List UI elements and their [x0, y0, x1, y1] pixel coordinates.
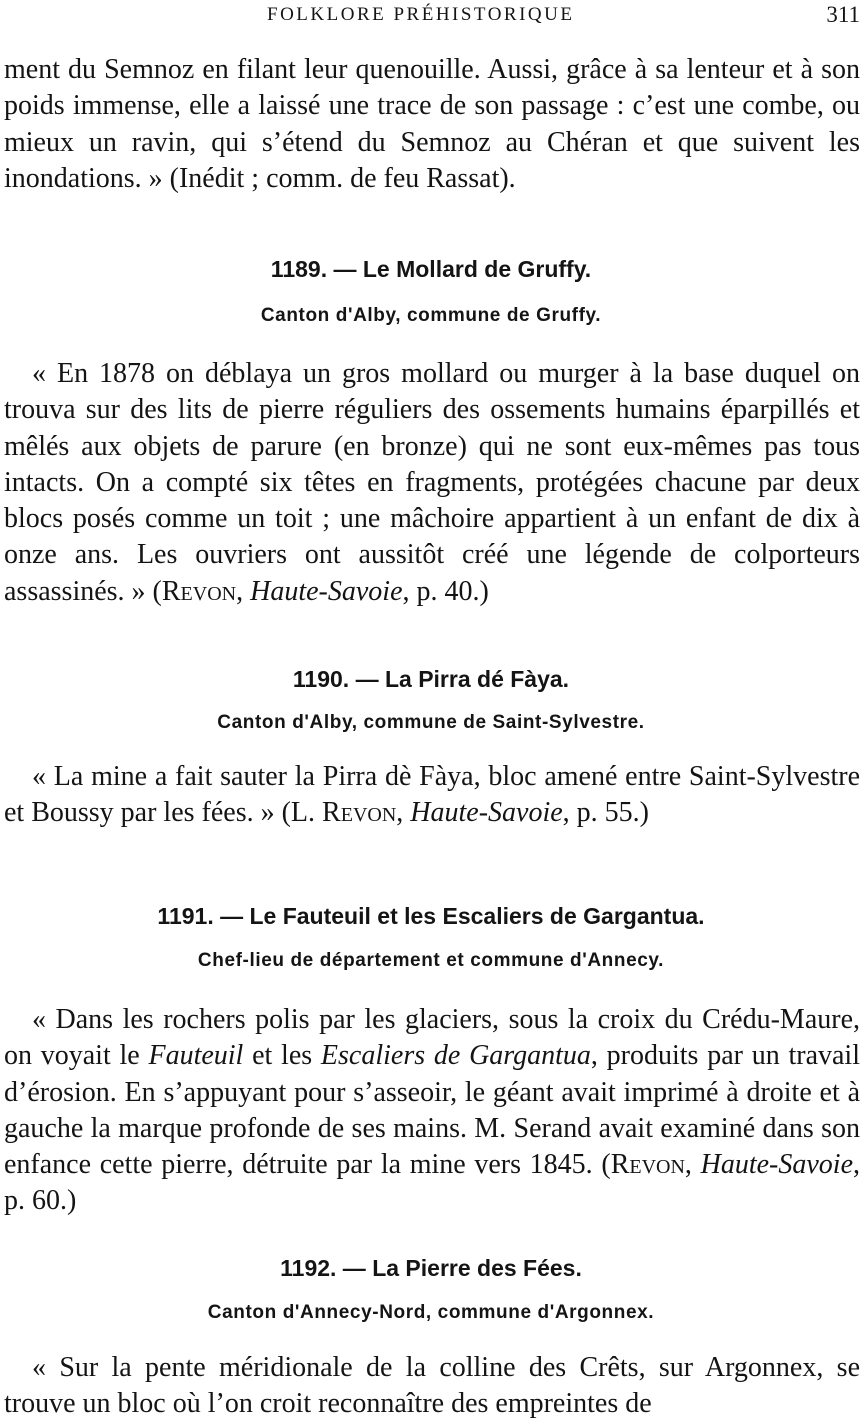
entry-1191-author: Revon: [610, 1149, 685, 1181]
entry-1190-author: Revon: [322, 797, 397, 829]
entry-1191-reference: , p. 60.): [4, 1149, 860, 1217]
intro-paragraph: ment du Semnoz en filant leur quenouille. Aussi, grâce à sa lenteur et à son poids immense, elle a laissé une trace de son passage : c’est une combe, ou mieux un ravin, qui s’étend du Semnoz au Chéran et que suivent les inondations. » (Inédit ; comm. de feu Rassat).: [4, 54, 860, 194]
entry-1192-heading: 1192. — La Pierre des Fées.: [280, 1255, 582, 1281]
entry-1189-heading: 1189. — Le Mollard de Gruffy.: [270, 256, 592, 282]
entry-1190-separator: ,: [396, 797, 411, 829]
entry-1189-reference: , p. 40.): [402, 575, 489, 607]
entry-1191-text-c: , produits par un travail d’érosion. En s’appuyant pour s’asseoir, le géant avait imprimé à droite et à gauche la marque profonde de ses mains. M. Serand avait examiné dans son enfance cette pierre, détruite par la mine vers 1845. (: [4, 1040, 860, 1181]
entry-1189-separator: ,: [236, 575, 251, 607]
entry-1191-emphasis-fauteuil: Fauteuil: [148, 1040, 244, 1072]
entry-1189-paragraph: [4, 356, 860, 610]
page-header: [0, 2, 862, 30]
running-title: FOLKLORE PRÉHISTORIQUE: [267, 4, 575, 25]
entry-1189-work: Haute-Savoie: [250, 575, 403, 607]
entry-1192-location: Canton d'Annecy-Nord, commune d'Argonnex.: [207, 1302, 655, 1323]
entry-1190-location: Canton d'Alby, commune de Saint-Sylvestre.: [217, 712, 645, 733]
entry-1191-paragraph: [4, 1002, 860, 1220]
page-number: 311: [826, 2, 860, 27]
entry-1191-heading: 1191. — Le Fauteuil et les Escaliers de Gargantua.: [157, 903, 705, 929]
entry-1192-paragraph: « Sur la pente méridionale de la colline des Crêts, sur Argonnex, se trouve un bloc où l’on croit reconnaître des empreintes de: [4, 1352, 860, 1420]
entry-1191-work: Haute-Savoie: [700, 1149, 853, 1181]
entry-1191-text-b: et les: [243, 1040, 321, 1072]
entry-1189-author: Revon: [161, 575, 237, 607]
entry-1190-reference: , p. 55.): [562, 797, 649, 829]
entry-1191-location: Chef-lieu de département et commune d'Annecy.: [197, 950, 665, 971]
entry-1190-paragraph: [4, 759, 860, 832]
entry-1191-separator: ,: [684, 1149, 701, 1181]
entry-1190-work: Haute-Savoie: [410, 797, 563, 829]
entry-1189-text: « En 1878 on déblaya un gros mollard ou murger à la base duquel on trouva sur des lits de pierre réguliers des ossements humains éparpillés et mêlés aux objets de parure (en bronze) qui ne sont eux-mêmes pas tous intacts. On a compté six têtes en fragments, protégées chacune par deux blocs posés comme un toit ; une mâchoire appartient à un enfant de dix à onze ans. Les ouvriers ont aussitôt créé une légende de colporteurs assassinés. » (: [4, 358, 860, 607]
entry-1190-heading: 1190. — La Pirra dé Fàya.: [292, 666, 570, 692]
entry-1189-location: Canton d'Alby, commune de Gruffy.: [260, 305, 602, 326]
entry-1191-text-a: « Dans les rochers polis par les glaciers, sous la croix du Crédu-Maure, on voyait le: [4, 1004, 860, 1072]
entry-1191-emphasis-escaliers: Escaliers de Gargantua: [320, 1040, 591, 1072]
entry-1190-text: « La mine a fait sauter la Pirra dè Fàya, bloc amené entre Saint-Sylvestre et Boussy par les fées. » (L.: [4, 761, 860, 829]
